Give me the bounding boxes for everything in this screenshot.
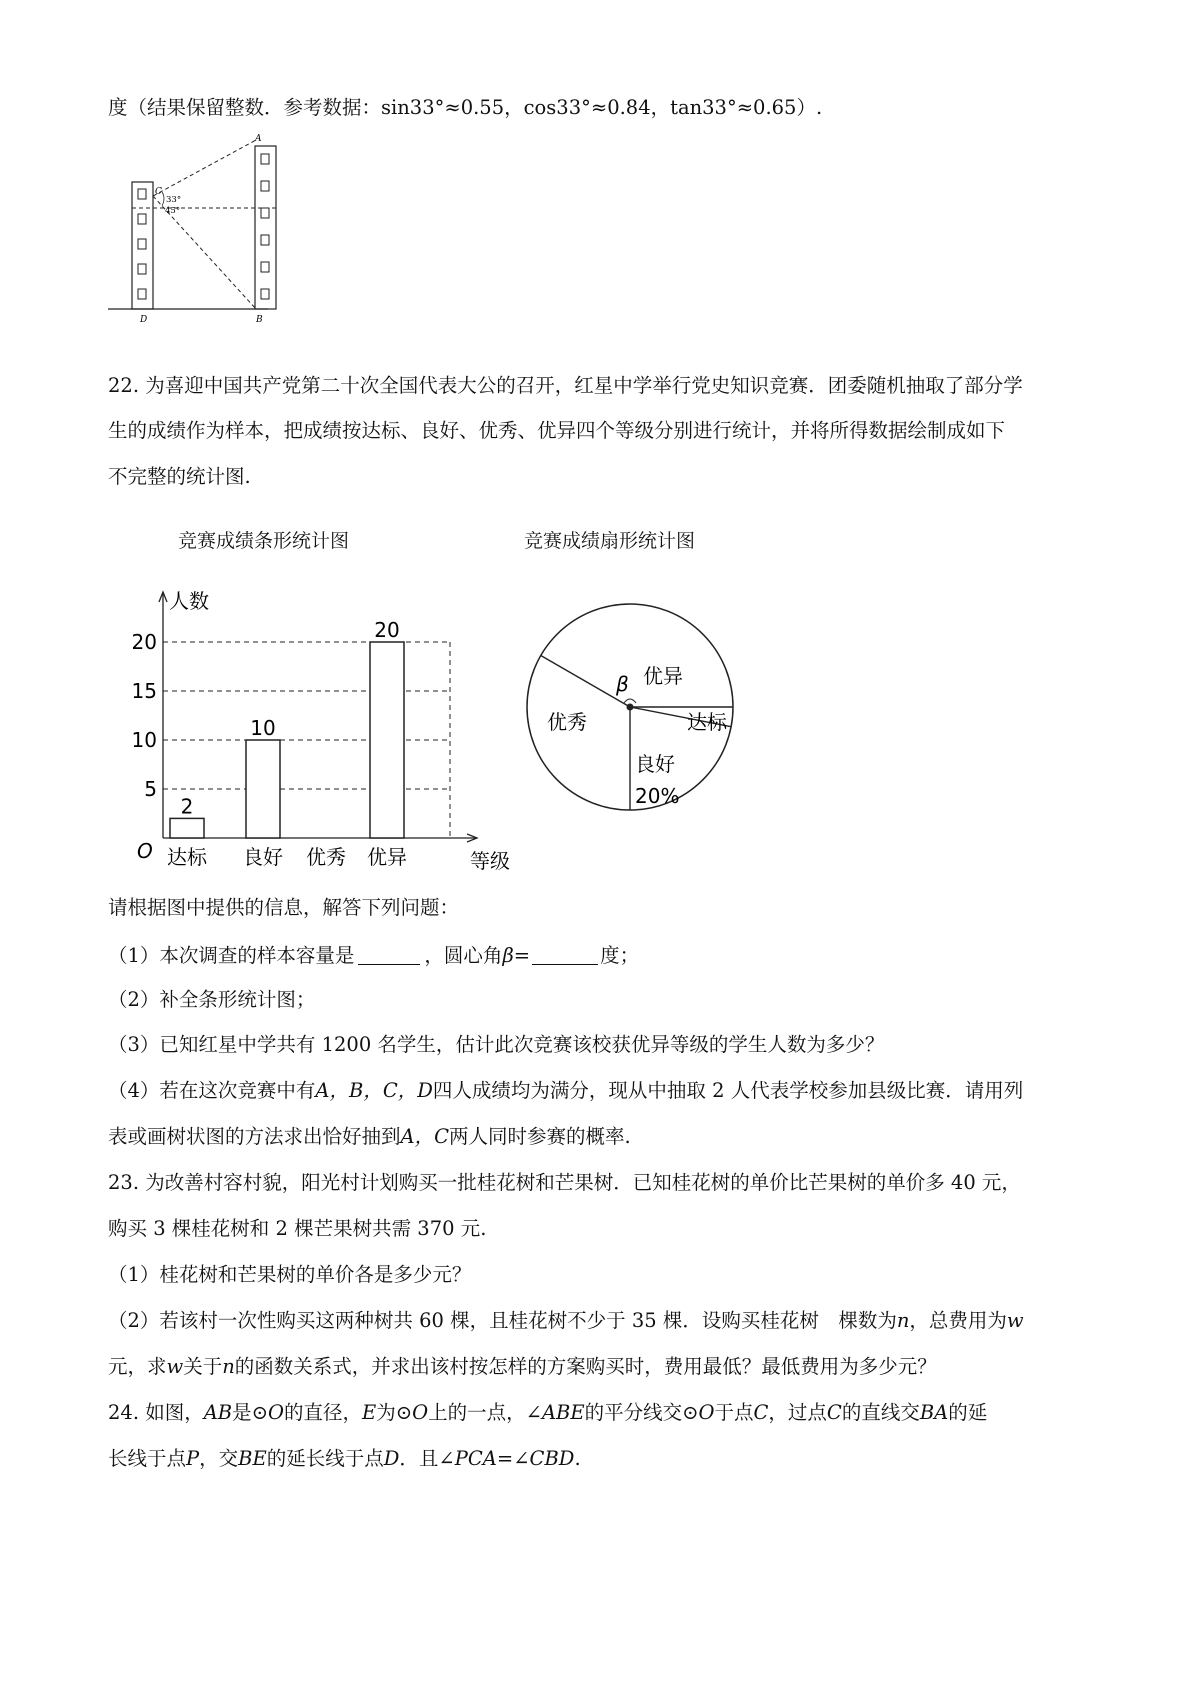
label-D: D <box>140 315 148 325</box>
y-tick-label: 15 <box>131 679 157 703</box>
pie-percent-label: 20% <box>635 784 680 808</box>
bar <box>170 818 204 838</box>
x-tick-label: 优异 <box>367 845 407 869</box>
pie-chart <box>515 591 755 831</box>
y-tick-label: 5 <box>144 777 157 801</box>
x-tick-label: 达标 <box>167 845 207 869</box>
bar-value-label: 2 <box>180 794 194 819</box>
pie-slice-label: 良好 <box>635 752 675 776</box>
bar-chart-title: 竞赛成绩条形统计图 <box>178 530 350 552</box>
bar <box>370 642 404 838</box>
pie-slice-label: 优秀 <box>547 710 587 734</box>
label-A: A <box>255 134 262 144</box>
label-33: 33° <box>166 195 182 205</box>
answer-blank-2[interactable] <box>532 944 598 965</box>
text-line: （2）若该村一次性购买这两种树共 60 棵，且桂花树不少于 35 棵．设购买桂花树 棵数为n，总费用为w <box>108 1309 1024 1332</box>
building-figure <box>108 134 268 324</box>
pie-slice-label: 优异 <box>643 664 683 688</box>
origin-label: O <box>137 839 153 863</box>
text-line: 表或画树状图的方法求出恰好抽到A，C两人同时参赛的概率. <box>108 1125 631 1148</box>
bar-value-label: 10 <box>250 716 276 740</box>
x-tick-label: 优秀 <box>306 845 346 869</box>
y-tick-label: 10 <box>131 728 157 752</box>
text-line: （3）已知红星中学共有 1200 名学生，估计此次竞赛该校获优异等级的学生人数为多少？ <box>108 1033 885 1056</box>
pie-chart-title: 竞赛成绩扇形统计图 <box>524 530 696 552</box>
text-line: （1）本次调查的样本容量是 ，圆心角β= 度； <box>108 944 640 967</box>
x-axis-label: 等级 <box>470 849 510 873</box>
bar-chart <box>125 580 525 873</box>
text-line: 长线于点P，交BE的延长线于点D．且∠PCA=∠CBD. <box>108 1447 581 1470</box>
pie-slice-label: 达标 <box>687 710 727 734</box>
text-line: （4）若在这次竞赛中有A，B，C，D四人成绩均为满分，现从中抽取 2 人代表学校参加县级比赛．请用列 <box>108 1079 1024 1102</box>
label-45: 45° <box>165 206 181 216</box>
text-line: 23. 为改善村容村貌，阳光村计划购买一批桂花树和芒果树．已知桂花树的单价比芒果树的单价多 40 元， <box>108 1171 1021 1194</box>
text-line: 22. 为喜迎中国共产党第二十次全国代表大公的召开，红星中学举行党史知识竞赛．团委随机抽取了部分学 <box>108 374 1023 397</box>
y-tick-label: 20 <box>131 630 157 654</box>
text-line: 24. 如图，AB是⊙O的直径，E为⊙O上的一点，∠ABE的平分线交⊙O于点C，过点C的直线交BA的延 <box>108 1401 988 1424</box>
pie-center <box>627 704 634 711</box>
y-axis-label: 人数 <box>169 589 209 613</box>
text-line: 元，求w关于n的函数关系式，并求出该村按怎样的方案购买时，费用最低？最低费用为多少元？ <box>108 1355 937 1378</box>
text-line: 不完整的统计图. <box>108 465 251 488</box>
bar <box>246 740 280 838</box>
beta-label: β <box>616 672 629 696</box>
text-line: 生的成绩作为样本，把成绩按达标、良好、优秀、优异四个等级分别进行统计，并将所得数据绘制成如下 <box>108 419 1006 442</box>
text-line: （2）补全条形统计图； <box>108 988 316 1011</box>
text-line: 度（结果保留整数．参考数据：sin33°≈0.55，cos33°≈0.84，tan33°≈0.65）. <box>108 96 823 119</box>
label-C: C <box>155 187 162 197</box>
label-B: B <box>256 315 263 325</box>
text-line: 请根据图中提供的信息，解答下列问题： <box>108 896 460 919</box>
x-tick-label: 良好 <box>243 845 283 869</box>
text-line: （1）桂花树和芒果树的单价各是多少元？ <box>108 1263 472 1286</box>
bar-value-label: 20 <box>374 618 400 642</box>
text-line: 购买 3 棵桂花树和 2 棵芒果树共需 370 元. <box>108 1217 487 1240</box>
answer-blank-1[interactable] <box>358 944 420 965</box>
